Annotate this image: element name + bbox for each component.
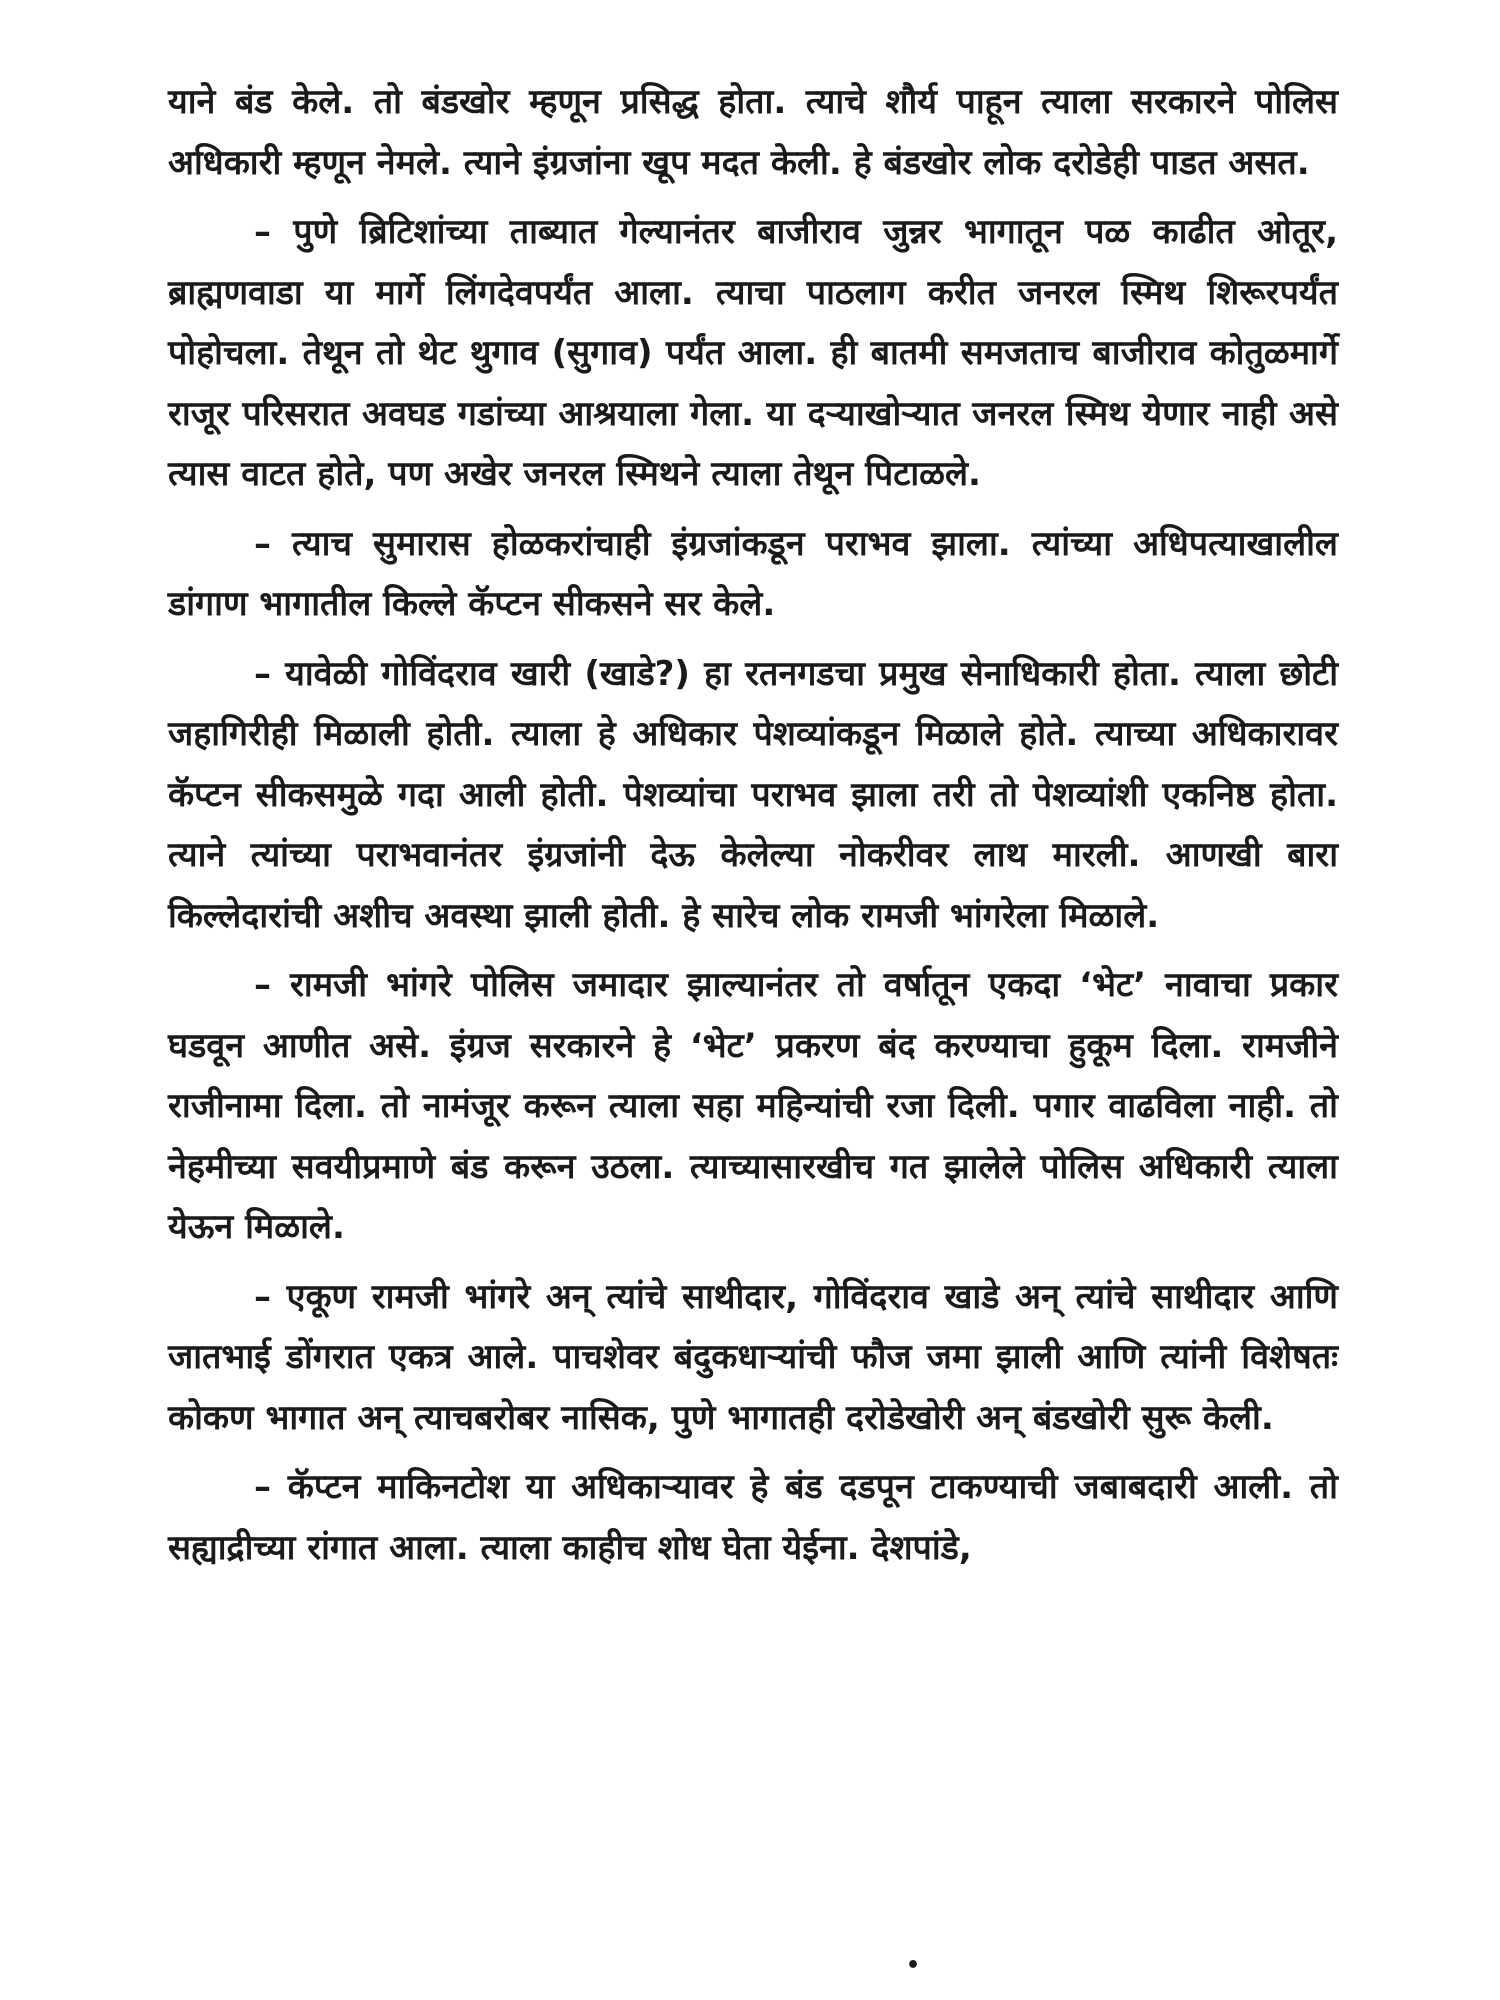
- paragraph: – कॅप्टन माकिनटोश या अधिकाऱ्यावर हे बंड दडपून टाकण्याची जबाबदारी आली. तो सह्याद्रीच्या रांगात आला. त्याला काहीच शोध घेता येईना. देशपांडे,: [168, 1467, 1338, 1568]
- paragraph: – यावेळी गोविंदराव खारी (खाडे?) हा रतनगडचा प्रमुख सेनाधिकारी होता. त्याला छोटी जहागिरीही मिळाली होती. त्याला हे अधिकार पेशव्यांकडून मिळाले होते. त्याच्या अधिकारावर कॅप्टन सीकसमुळे गदा आली होती. पेशव्यांचा पराभव झाला तरी तो पेशव्यांशी एकनिष्ठ होता. त्याने त्यांच्या पराभवानंतर इंग्रजांनी देऊ केलेल्या नोकरीवर लाथ मारली. आणखी बारा किल्लेदारांची अशीच अवस्था झाली होती. हे सारेच लोक रामजी भांगरेला मिळाले.: [168, 653, 1338, 936]
- body-text: [168, 72, 1338, 1587]
- paragraph: – पुणे ब्रिटिशांच्या ताब्यात गेल्यानंतर बाजीराव जुन्नर भागातून पळ काढीत ओतूर, ब्राह्मणवाडा या मार्गे लिंगदेवपर्यंत आला. त्याचा पाठलाग करीत जनरल स्मिथ शिरूरपर्यंत पोहोचला. तेथून तो थेट थुगाव (सुगाव) पर्यंत आला. ही बातमी समजताच बाजीराव कोतुळमार्गे राजूर परिसरात अवघड गडांच्या आश्रयाला गेला. या दऱ्याखोऱ्यात जनरल स्मिथ येणार नाही असे त्यास वाटत होते, पण अखेर जनरल स्मिथने त्याला तेथून पिटाळले.: [168, 212, 1338, 494]
- page-mark: •: [906, 1953, 921, 1978]
- paragraph: – त्याच सुमारास होळकरांचाही इंग्रजांकडून पराभव झाला. त्यांच्या अधिपत्याखालील डांगाण भागातील किल्ले कॅप्टन सीकसने सर केले.: [168, 523, 1338, 624]
- paragraph: – रामजी भांगरे पोलिस जमादार झाल्यानंतर तो वर्षातून एकदा ‘भेट’ नावाचा प्रकार घडवून आणीत असे. इंग्रज सरकारने हे ‘भेट’ प्रकरण बंद करण्याचा हुकूम दिला. रामजीने राजीनामा दिला. तो नामंजूर करून त्याला सहा महिन्यांची रजा दिली. पगार वाढविला नाही. तो नेहमीच्या सवयीप्रमाणे बंड करून उठला. त्याच्यासारखीच गत झालेले पोलिस अधिकारी त्याला येऊन मिळाले.: [168, 965, 1338, 1247]
- paragraph: याने बंड केले. तो बंडखोर म्हणून प्रसिद्ध होता. त्याचे शौर्य पाहून त्याला सरकारने पोलिस अधिकारी म्हणून नेमले. त्याने इंग्रजांना खूप मदत केली. हे बंडखोर लोक दरोडेही पाडत असत.: [168, 82, 1338, 183]
- paragraph: – एकूण रामजी भांगरे अन् त्यांचे साथीदार, गोविंदराव खाडे अन् त्यांचे साथीदार आणि जातभाई डोंगरात एकत्र आले. पाचशेवर बंदुकधाऱ्यांची फौज जमा झाली आणि त्यांनी विशेषतः कोकण भागात अन् त्याचबरोबर नासिक, पुणे भागातही दरोडेखोरी अन् बंडखोरी सुरू केली.: [168, 1276, 1338, 1438]
